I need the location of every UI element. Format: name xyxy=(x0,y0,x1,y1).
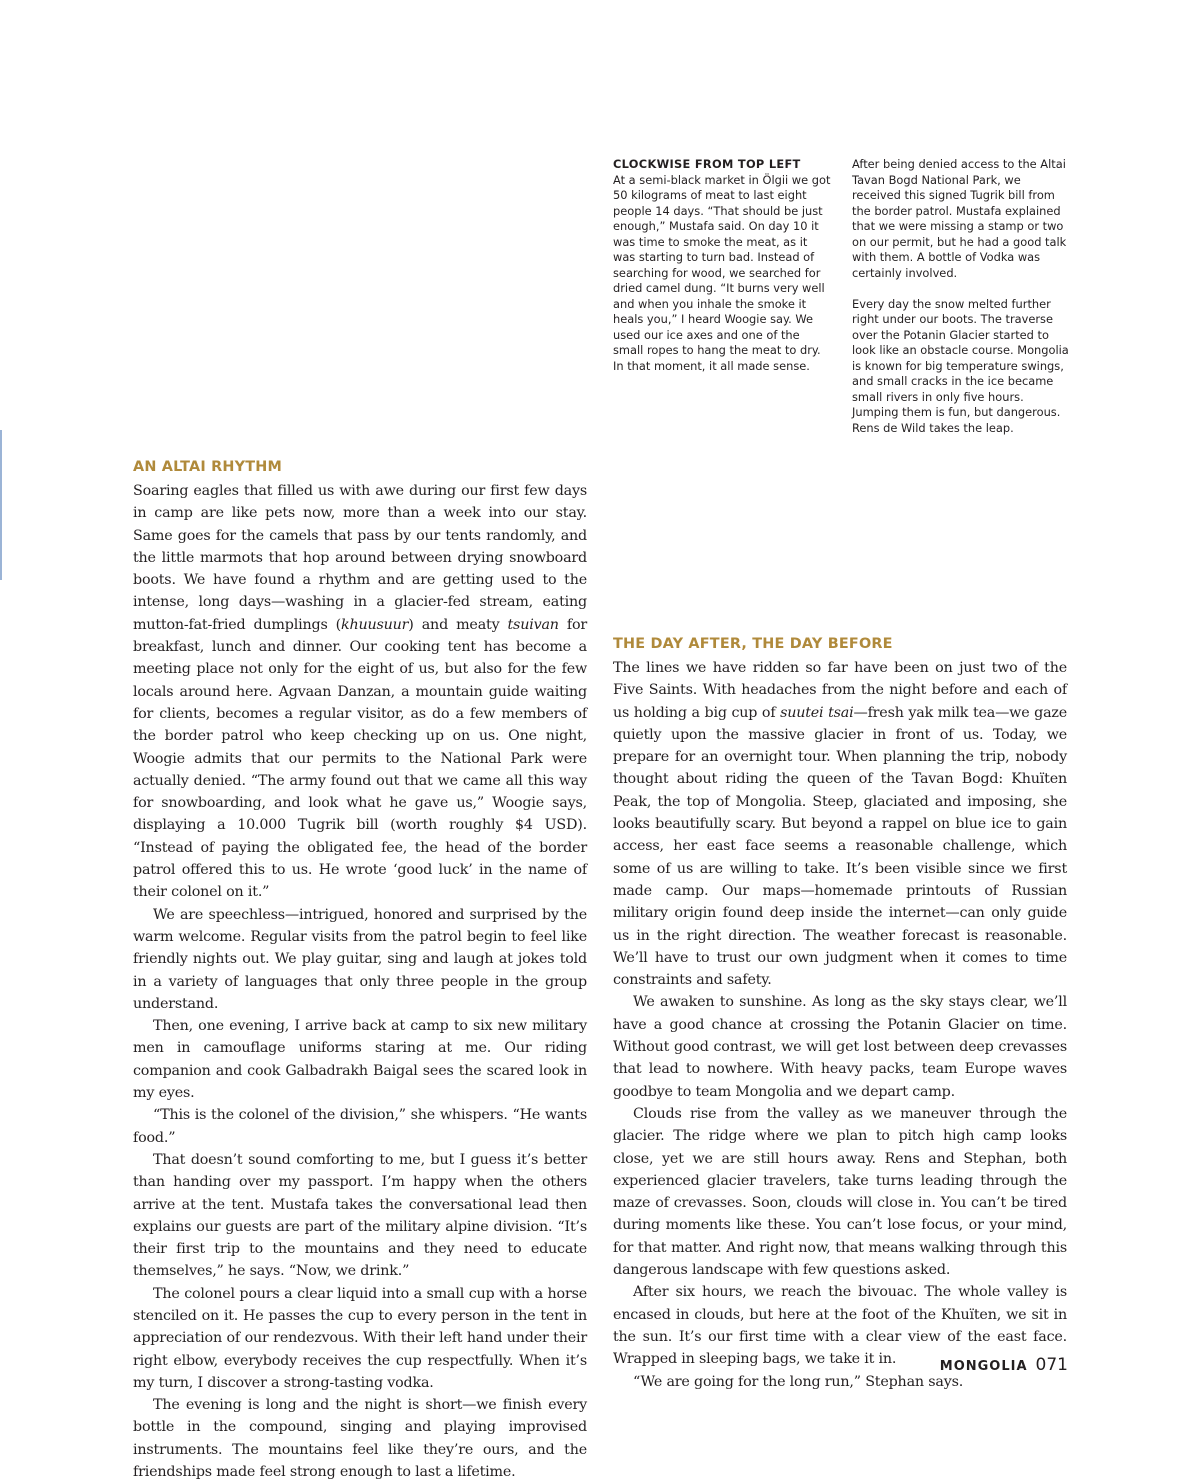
body-paragraph: Soaring eagles that filled us with awe during our first few days in camp are like pets now, more than a week into our stay. Same goes for the camels that pass by our tents randomly, and the little marmots that hop around between drying snowboard boots. We have found a rhythm and are getting used to the intense, long days—washing in a glacier-fed stream, eating mutton-fat-fried dumplings (khuusuur) and meaty tsuivan for breakfast, lunch and dinner. Our cooking tent has become a meeting place not only for the eight of us, but also for the few locals around here. Agvaan Danzan, a mountain guide waiting for clients, becomes a regular visitor, as do a few members of the border patrol who keep checking up on us. One night, Woogie admits that our permits to the National Park were actually denied. “The army found out that we came all this way for snowboarding, and look what he gave us,” Woogie says, displaying a 10.000 Tugrik bill (worth roughly $4 USD). “Instead of paying the obligated fee, the head of the border patrol offered this to us. He wrote ‘good luck’ in the name of their colonel on it.” xyxy=(133,483,587,901)
body-paragraph: Then, one evening, I arrive back at camp to six new military men in camouflage uniforms staring at me. Our riding companion and cook Galbadrakh Baigal sees the scared look in my eyes. xyxy=(133,1018,587,1102)
photo-caption-column-2 xyxy=(852,157,1072,452)
caption-text-tugrik-bill: After being denied access to the Altai Tavan Bogd National Park, we received this signed Tugrik bill from the border patrol. Mustafa explained that we were missing a stamp or two on our permit, but he had a good talk with them. A bottle of Vodka was certainly involved. xyxy=(852,157,1067,280)
page-folio xyxy=(940,1355,1068,1375)
caption-header: CLOCKWISE FROM TOP LEFT xyxy=(613,157,801,171)
photo-caption-column-1 xyxy=(613,157,833,390)
caption-text-glacier: Every day the snow melted further right under our boots. The traverse over the Potanin Glacier started to look like an obstacle course. Mongolia is known for big temperature swings, and small cracks in the ice became small rivers in only five hours. Jumping them is fun, but dangerous. Rens de Wild takes the leap. xyxy=(852,296,1069,435)
body-paragraph: Clouds rise from the valley as we maneuver through the glacier. The ridge where we plan to pitch high camp looks close, yet we are still hours away. Rens and Stephan, both experienced glacier travelers, take turns leading through the maze of crevasses. Soon, clouds will close in. You can’t be tired during moments like these. You can’t lose focus, or your mind, for that matter. And right now, that means walking through this dangerous landscape with few questions asked. xyxy=(613,1105,1067,1279)
section-heading: AN ALTAI RHYTHM xyxy=(133,459,283,475)
body-paragraph: We awaken to sunshine. As long as the sky stays clear, we’ll have a good chance at crossing the Potanin Glacier on time. Without good contrast, we will get lost between deep crevasses that lead to nowhere. With heavy packs, team Europe waves goodbye to team Mongolia and we depart camp. xyxy=(613,994,1067,1100)
section-heading: THE DAY AFTER, THE DAY BEFORE xyxy=(613,636,893,652)
body-paragraph: After six hours, we reach the bivouac. The whole valley is encased in clouds, but here at the foot of the Khuïten, we sit in the sun. It’s our first time with a clear view of the east face. Wrapped in sleeping bags, we take it in. xyxy=(613,1284,1067,1368)
page-edge-mark xyxy=(0,430,2,580)
body-paragraph: We are speechless—intrigued, honored and surprised by the warm welcome. Regular visits from the patrol begin to feel like friendly nights out. We play guitar, sing and laugh at jokes told in a variety of languages that only three people in the group understand. xyxy=(133,906,587,1012)
folio-section-label: MONGOLIA xyxy=(939,1359,1028,1374)
article-section-day-after xyxy=(613,633,1067,1393)
body-paragraph: The evening is long and the night is short—we finish every bottle in the compound, singing and playing improvised instruments. The mountains feel like they’re ours, and the friendships made feel strong enough to last a lifetime. xyxy=(133,1397,587,1481)
body-paragraph: The lines we have ridden so far have been on just two of the Five Saints. With headaches from the night before and each of us holding a big cup of suutei tsai—fresh yak milk tea—we gaze quietly upon the massive glacier in front of us. Today, we prepare for an overnight tour. When planning the trip, nobody thought about riding the queen of the Tavan Bogd: Khuïten Peak, the top of Mongolia. Steep, glaciated and imposing, she looks beautifully scary. But beyond a rappel on blue ice to gain access, her east face seems a reasonable challenge, which some of us are willing to take. It’s been visible since we first made camp. Our maps—homemade printouts of Russian military origin found deep inside the internet—can only guide us in the right direction. The weather forecast is reasonable. We’ll have to trust our own judgment when it comes to time constraints and safety. xyxy=(613,660,1068,989)
body-paragraph: The colonel pours a clear liquid into a small cup with a horse stenciled on it. He passes the cup to every person in the tent in appreciation of our rendezvous. With their left hand under their right elbow, everybody receives the cup respectfully. When it’s my turn, I discover a strong-tasting vodka. xyxy=(133,1285,587,1391)
body-paragraph: That doesn’t sound comforting to me, but I guess it’s better than handing over my passport. I’m happy when the others arrive at the tent. Mustafa takes the conversational lead then explains our guests are part of the military alpine division. “It’s their first trip to the mountains and they need to educate themselves,” he says. “Now, we drink.” xyxy=(133,1151,587,1280)
page-number: 071 xyxy=(1035,1355,1068,1375)
article-section-altai-rhythm xyxy=(133,456,587,1483)
body-paragraph: “This is the colonel of the division,” she whispers. “He wants food.” xyxy=(133,1107,587,1146)
caption-text-meat: At a semi-black market in Ölgii we got 50 kilograms of meat to last eight people 14 days. “That should be just enough,” Mustafa said. On day 10 it was time to smoke the meat, as it was starting to turn bad. Instead of searching for wood, we searched for dried camel dung. “It burns very well and when you inhale the smoke it heals you,” I heard Woogie say. We used our ice axes and one of the small ropes to hang the meat to dry. In that moment, it all made sense. xyxy=(613,172,831,373)
body-paragraph: “We are going for the long run,” Stephan says. xyxy=(633,1373,964,1390)
